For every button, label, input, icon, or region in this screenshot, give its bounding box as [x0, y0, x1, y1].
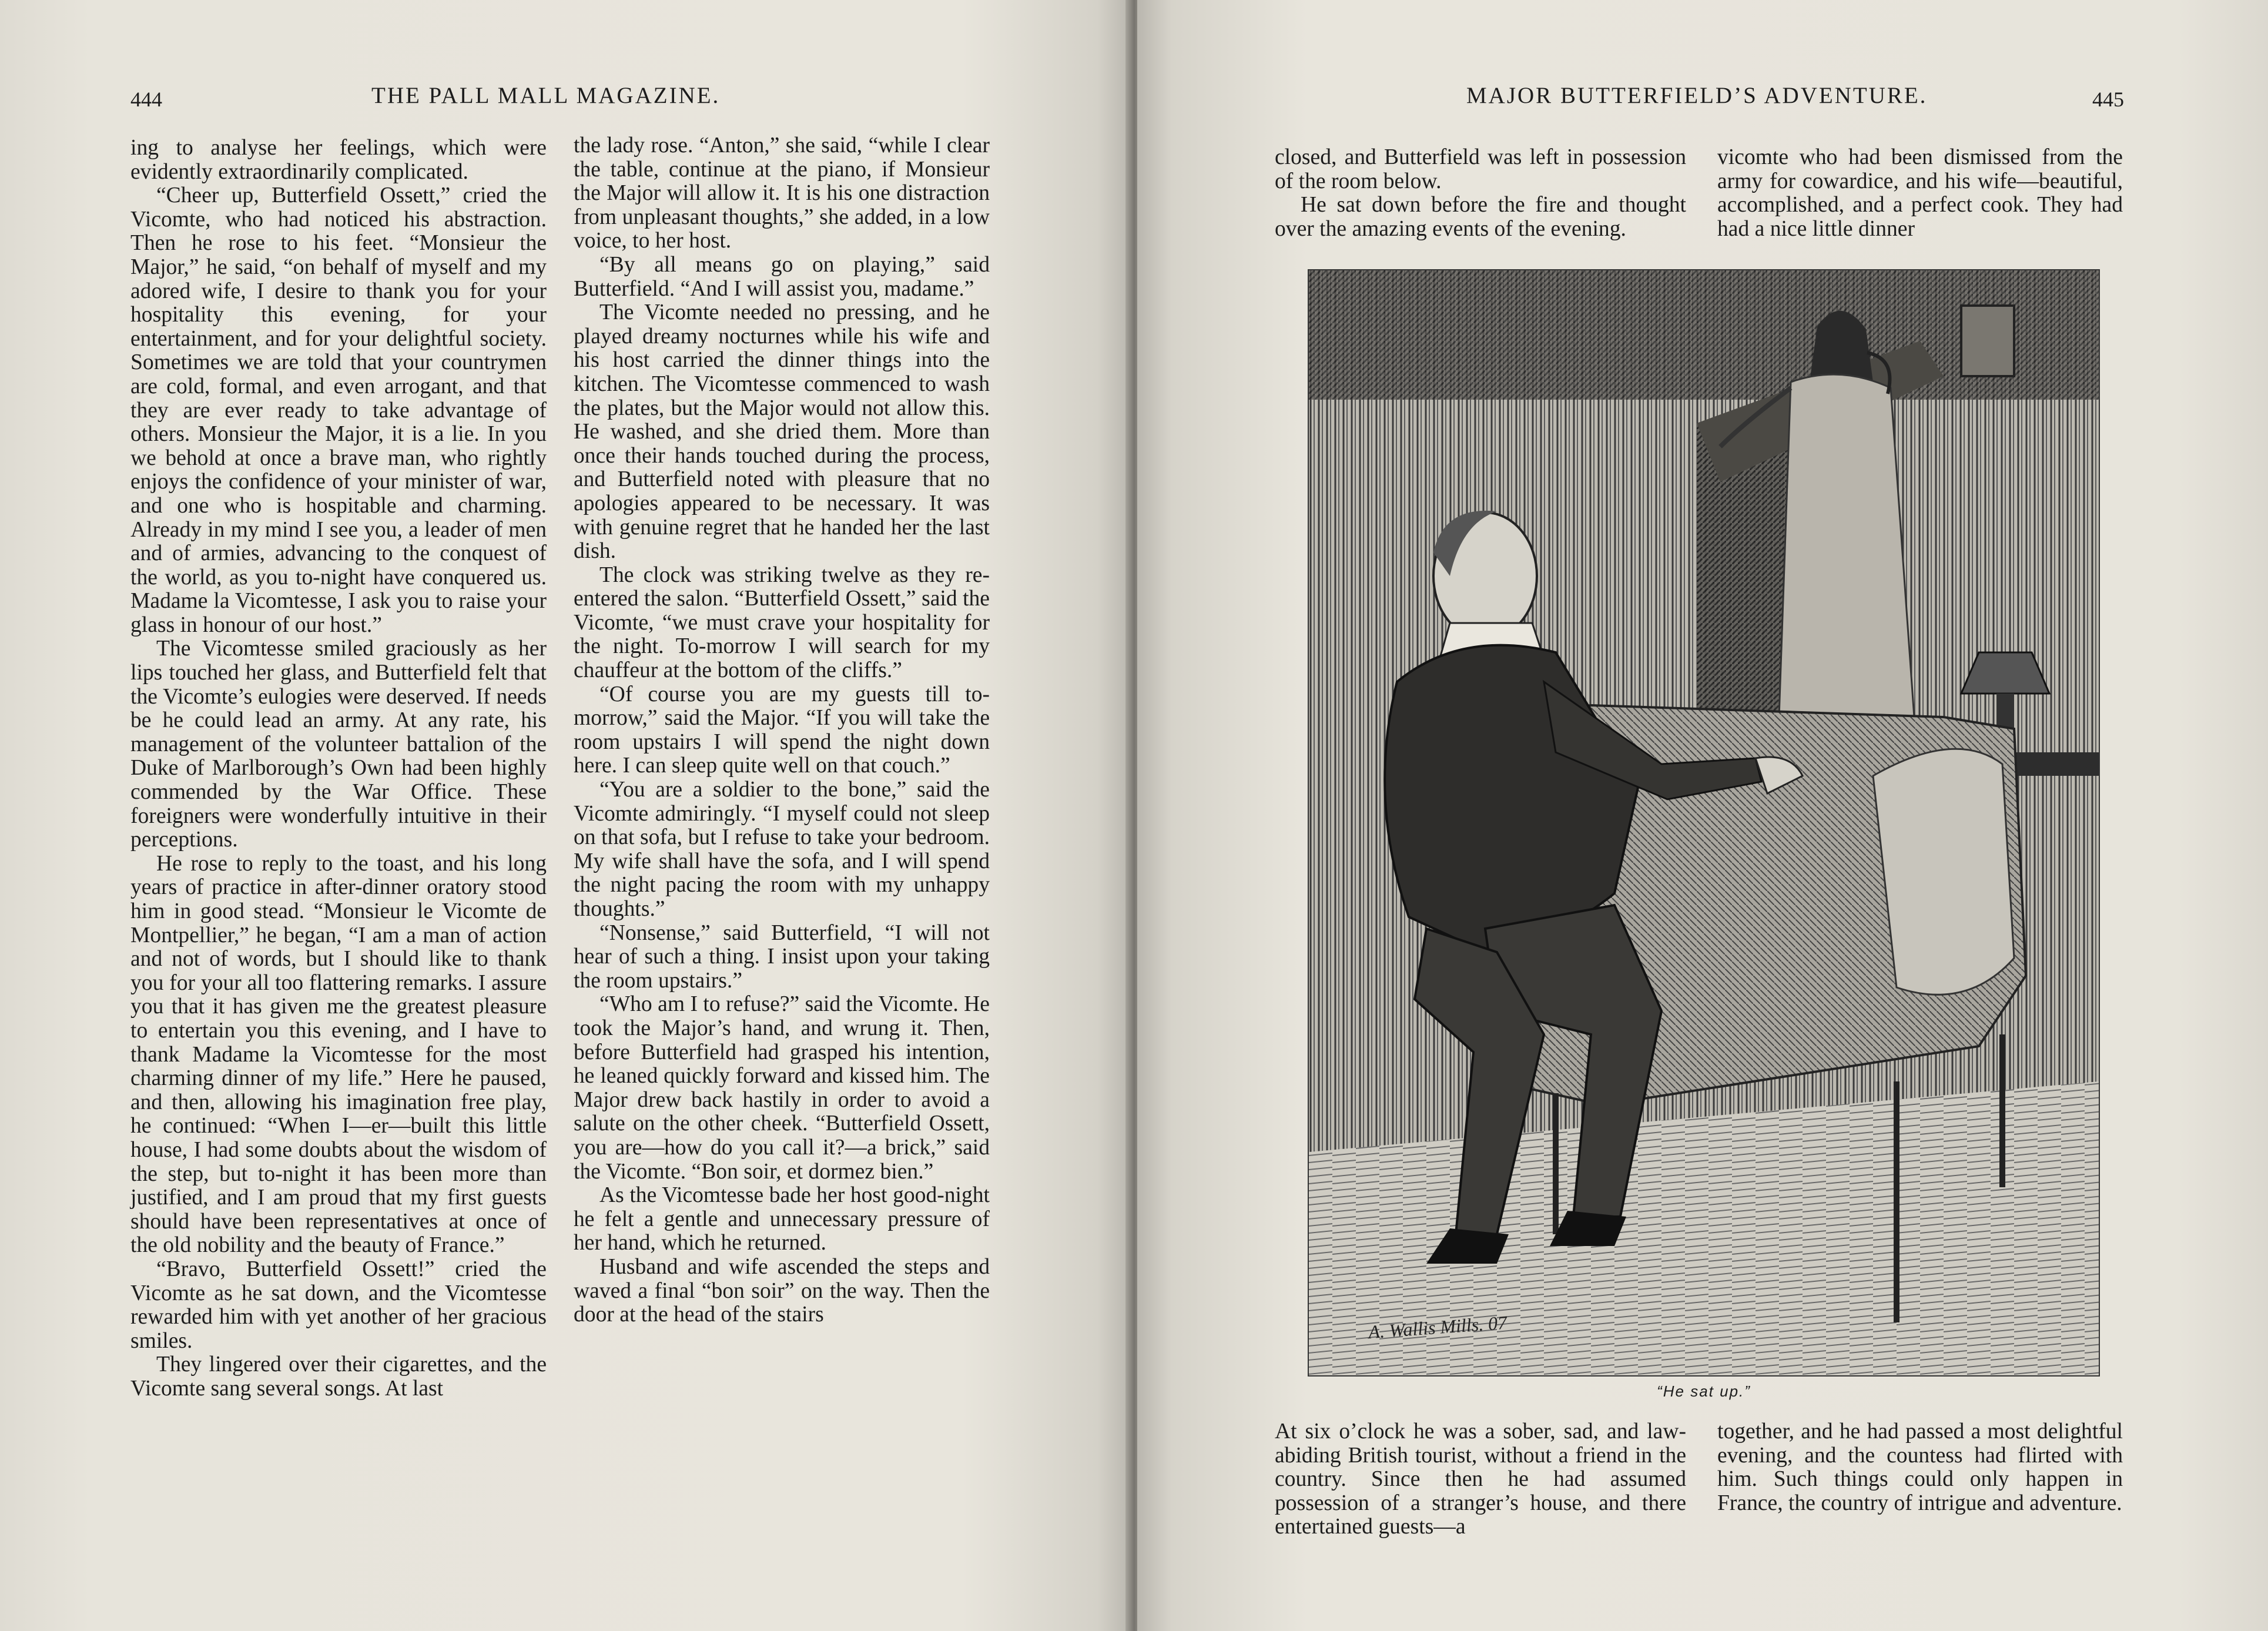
- page-number: 445: [2092, 88, 2124, 111]
- text-column-1: [130, 136, 547, 1401]
- paragraph: He rose to reply to the toast, and his long years of practice in after-dinner oratory stood him in good stead. “Monsieur le Vicomte de Montpellier,” he began, “I am a man of action and not of words, but I should like to thank you for your all too flattering remarks. I assure you that it has given me the greatest pleasure to entertain you this evening, and I have to thank Madame la Vicomtesse for the most charming dinner of my life.” Here he paused, and then, allowing his imagination free play, he continued: “When I—er—built this little house, I had some doubts about the wisdom of the step, but to-night it has been more than justified, and I am proud that my first guests should have been representatives at once of the old nobility and the beauty of France.”: [130, 851, 547, 1258]
- running-head: MAJOR BUTTERFIELD’S ADVENTURE.: [1466, 83, 1928, 108]
- paragraph: “Nonsense,” said Butterfield, “I will not hear of such a thing. I insist upon your taking the room upstairs.”: [574, 920, 990, 993]
- illustration: [1308, 269, 2100, 1377]
- page-number: 444: [130, 88, 162, 111]
- paragraph: The Vicomte needed no pressing, and he played dreamy nocturnes while his wife and his host carried the dinner things into the kitchen. The Vicomtesse commenced to wash the plates, but the Major would not allow this. He washed, and she dried them. More than once their hands touched during the process, and Butterfield noted with pleasure that no apologies appeared to be necessary. It was with genuine regret that he handed her the last dish.: [574, 300, 990, 564]
- paragraph: The clock was striking twelve as they re-entered the salon. “Butterfield Ossett,” said the Vicomte, “we must crave your hospitality for the night. To-morrow I will search for my chauffeur at the bottom of the cliffs.”: [574, 562, 990, 683]
- text-column-1-bottom: [1275, 1420, 1686, 1539]
- paragraph: “Cheer up, Butterfield Ossett,” cried the Vicomte, who had noticed his abstraction. Then he rose to his feet. “Monsieur the Major,” he said, “on behalf of myself and my adored wife, I desire to thank you for your hospitality this evening, for your entertainment, and for your delightful society. Sometimes we are told that your countrymen are cold, formal, and even arrogant, and that they are ever ready to take advantage of others. Monsieur the Major, it is a lie. In you we behold at once a brave man, who rightly enjoys the confidence of your minister of war, and one who is hospitable and charming. Already in my mind I see you, a leader of men and of armies, advancing to the conquest of the world, as you to-night have conquered us. Madame la Vicomtesse, I ask you to raise your glass in honour of our host.”: [130, 183, 547, 637]
- illustration-caption: “He sat up.”: [1657, 1382, 1751, 1400]
- text-column-2-bottom: [1717, 1420, 2123, 1515]
- paragraph: “Who am I to refuse?” said the Vicomte. He took the Major’s hand, and wrung it. Then, before Butterfield had grasped his intention, he leaned quickly forward and kissed him. The Major drew back hastily in order to avoid a salute on the other cheek. “Butterfield Ossett, you are—how do you call it?—a brick,” said the Vicomte. “Bon soir, et dormez bien.”: [574, 992, 990, 1184]
- paragraph: As the Vicomtesse bade her host good-night he felt a gentle and unnecessary pressure of her hand, which he returned.: [574, 1183, 990, 1255]
- paragraph: vicomte who had been dismissed from the army for cowardice, and his wife—beautiful, accomplished, and a perfect cook. They had had a nice little dinner: [1717, 145, 2123, 241]
- text-column-1-top: [1275, 146, 1686, 241]
- paragraph: He sat down before the fire and thought over the amazing events of the evening.: [1275, 193, 1686, 241]
- paragraph: At six o’clock he was a sober, sad, and law-abiding British tourist, without a friend in the country. Since then he had assumed possession of a stranger’s house, and there entertained guests—a: [1275, 1419, 1686, 1539]
- paragraph: “Bravo, Butterfield Ossett!” cried the Vicomte as he sat down, and the Vicomtesse rewarded him with yet another of her gracious smiles.: [130, 1257, 547, 1353]
- paragraph: ing to analyse her feelings, which were evidently extraordinarily complicated.: [130, 136, 547, 184]
- paragraph: closed, and Butterfield was left in possession of the room below.: [1275, 145, 1686, 193]
- running-head: THE PALL MALL MAGAZINE.: [371, 83, 721, 108]
- paragraph: “Of course you are my guests till to-morrow,” said the Major. “If you will take the room upstairs I will spend the night down here. I can sleep quite well on that couch.”: [574, 682, 990, 778]
- artist-signature: A. Wallis Mills. 07: [1368, 1311, 1508, 1343]
- paragraph: together, and he had passed a most delightful evening, and the countess had flirted with him. Such things could only happen in France, the country of intrigue and adventure.: [1717, 1419, 2123, 1515]
- text-column-2-top: [1717, 146, 2123, 241]
- pen-drawing: [1309, 270, 2099, 1375]
- left-page: [0, 0, 1131, 1631]
- paragraph: They lingered over their cigarettes, and the Vicomte sang several songs. At last: [130, 1352, 547, 1401]
- text-column-2: [574, 134, 990, 1327]
- paragraph: Husband and wife ascended the steps and waved a final “bon soir” on the way. Then the door at the head of the stairs: [574, 1254, 990, 1327]
- paragraph: “By all means go on playing,” said Butterfield. “And I will assist you, madame.”: [574, 252, 990, 301]
- paragraph: the lady rose. “Anton,” she said, “while I clear the table, continue at the piano, if Monsieur the Major will allow it. It is his one distraction from unpleasant thoughts,” she added, in a low voice, to her host.: [574, 133, 990, 253]
- paragraph: The Vicomtesse smiled graciously as her lips touched her glass, and Butterfield felt that the Vicomte’s eulogies were deserved. If needs be he could lead an army. At any rate, his management of the volunteer battalion of the Duke of Marlborough’s Own had been highly commended by the War Office. These foreigners were wonderfully intuitive in their perceptions.: [130, 637, 547, 852]
- paragraph: “You are a soldier to the bone,” said the Vicomte admiringly. “I myself could not sleep on that sofa, but I refuse to take your bedroom. My wife shall have the sofa, and I will spend the night pacing the room with my unhappy thoughts.”: [574, 778, 990, 921]
